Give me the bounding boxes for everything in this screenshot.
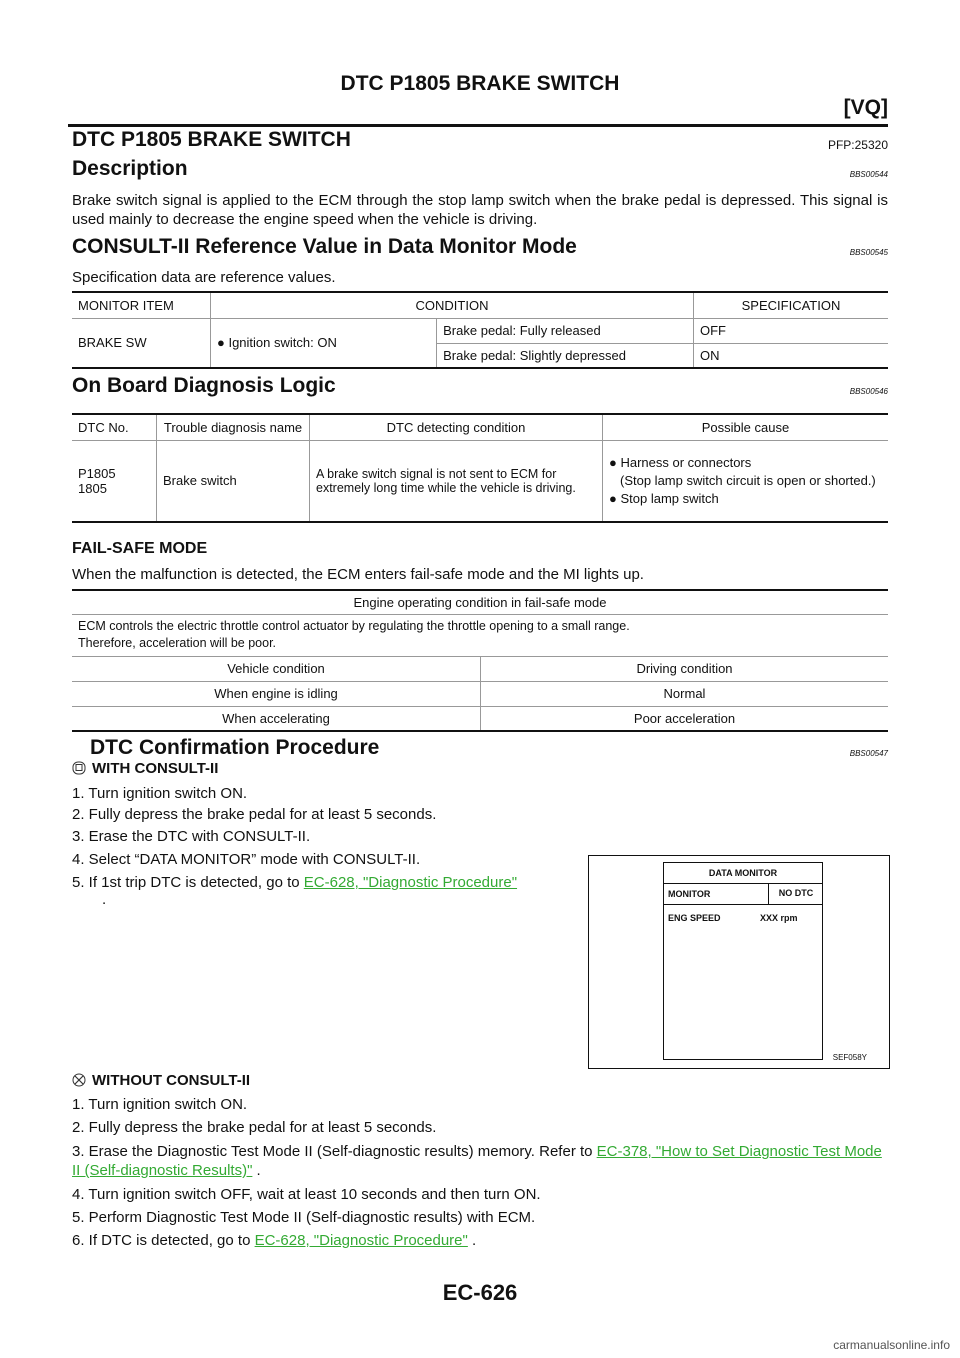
list-item: 5. If 1st trip DTC is detected, go to EC-628, "Diagnostic Procedure" . [72, 874, 518, 908]
vehicle-condition: When accelerating [222, 710, 330, 726]
col-header: Vehicle condition [72, 656, 481, 681]
model-tag: [VQ] [843, 96, 888, 119]
list-item: 3. Erase the Diagnostic Test Mode II (Self-diagnostic results) memory. Refer to EC-378, "How to Set Diagnostic Test Mode II (Self-diagnostic Results)" . [72, 1143, 882, 1179]
col-header: Possible cause [603, 414, 889, 440]
condition-detail: Brake pedal: Fully released [437, 318, 694, 343]
monitor-screen [663, 862, 823, 1060]
with-consult-label: WITH CONSULT-II [72, 760, 218, 777]
diag-procedure-link[interactable]: EC-628, "Diagnostic Procedure" [254, 1232, 468, 1249]
screen-title: DATA MONITOR [664, 863, 822, 884]
eng-speed-label: ENG SPEED [668, 913, 721, 923]
failsafe-text: When the malfunction is detected, the ECM enters fail-safe mode and the MI lights up. [72, 566, 644, 583]
divider [664, 904, 768, 905]
col-header: Trouble diagnosis name [157, 414, 310, 440]
consult-icon [72, 761, 86, 775]
diag-procedure-link[interactable]: EC-628, "Diagnostic Procedure" [303, 874, 518, 891]
consult-code: BBS00545 [849, 248, 888, 257]
pfp-code: PFP:25320 [827, 138, 888, 152]
failsafe-control: ECM controls the electric throttle control actuator by regulating the throttle opening to a small range. Therefore, acceleration will be poor. [72, 614, 888, 656]
col-header: CONDITION [211, 292, 694, 318]
eng-speed-value: XXX rpm [760, 913, 798, 923]
col-header: Driving condition [481, 656, 889, 681]
spec-value: OFF [694, 318, 889, 343]
no-dtc-col: NO DTC [768, 883, 823, 905]
driving-condition: Poor acceleration [481, 706, 889, 731]
consult-table [72, 291, 888, 369]
description-text: Brake switch signal is applied to the ECM through the stop lamp switch when the brake pedal is depressed. This signal is used mainly to decrease the engine speed when the vehicle is driving. [72, 192, 888, 228]
list-item: 4. Select “DATA MONITOR” mode with CONSULT-II. [72, 851, 421, 868]
col-header: SPECIFICATION [694, 292, 889, 318]
driving-condition: Normal [481, 681, 889, 706]
vehicle-condition: When engine is idling [72, 681, 481, 706]
failsafe-table [72, 589, 888, 732]
section-title: DTC P1805 BRAKE SWITCH [72, 128, 351, 151]
confirm-code: BBS00547 [849, 749, 888, 758]
trouble-name: Brake switch [157, 440, 310, 522]
failsafe-heading: FAIL-SAFE MODE [72, 540, 208, 557]
list-item: 2. Fully depress the brake pedal for at least 5 seconds. [72, 1119, 437, 1136]
dtc-number: P1805 1805 [78, 465, 116, 496]
list-item: 2. Fully depress the brake pedal for at least 5 seconds. [72, 806, 437, 823]
data-monitor-figure [588, 855, 890, 1069]
monitor-col: MONITOR [668, 889, 711, 899]
confirm-heading: DTC Confirmation Procedure [90, 736, 380, 759]
without-consult-label: WITHOUT CONSULT-II [72, 1072, 250, 1089]
description-code: BBS00544 [849, 170, 888, 179]
list-item: 4. Turn ignition switch OFF, wait at least 10 seconds and then turn ON. [72, 1186, 541, 1203]
test-mode-link[interactable]: EC-378, "How to Set Diagnostic Test Mode II (Self-diagnostic Results)" [72, 1143, 882, 1179]
col-header: DTC No. [72, 414, 157, 440]
header-rule [68, 124, 888, 127]
col-header: MONITOR ITEM [72, 292, 211, 318]
page-header-title: DTC P1805 BRAKE SWITCH [340, 72, 620, 95]
list-item: 1. Turn ignition switch ON. [72, 1096, 248, 1113]
detecting-condition: A brake switch signal is not sent to ECM for extremely long time while the vehicle is driving. [310, 440, 603, 522]
list-item: 1. Turn ignition switch ON. [72, 785, 248, 802]
condition-detail: Brake pedal: Slightly depressed [437, 343, 694, 368]
list-item: 6. If DTC is detected, go to EC-628, "Diagnostic Procedure" . [72, 1232, 477, 1249]
obd-table [72, 413, 888, 523]
failsafe-table-header: Engine operating condition in fail-safe mode [72, 590, 888, 614]
watermark: carmanualsonline.info [833, 1338, 950, 1352]
description-heading: Description [72, 157, 188, 180]
consult-heading: CONSULT-II Reference Value in Data Monitor Mode [72, 235, 577, 258]
consult-note: Specification data are reference values. [72, 269, 336, 286]
list-item: 5. Perform Diagnostic Test Mode II (Self-diagnostic results) with ECM. [72, 1209, 536, 1226]
obd-code: BBS00546 [849, 387, 888, 396]
list-item: 3. Erase the DTC with CONSULT-II. [72, 828, 311, 845]
monitor-item: BRAKE SW [72, 318, 211, 368]
obd-heading: On Board Diagnosis Logic [72, 374, 336, 397]
condition-cell: ● Ignition switch: ON [211, 318, 437, 368]
no-tools-icon [72, 1073, 86, 1087]
figure-code: SEF058Y [832, 1053, 867, 1062]
col-header: DTC detecting condition [310, 414, 603, 440]
page-number: EC-626 [442, 1280, 518, 1305]
spec-value: ON [694, 343, 889, 368]
possible-cause: ● Harness or connectors (Stop lamp switch circuit is open or shorted.) ● Stop lamp switch [603, 440, 889, 522]
